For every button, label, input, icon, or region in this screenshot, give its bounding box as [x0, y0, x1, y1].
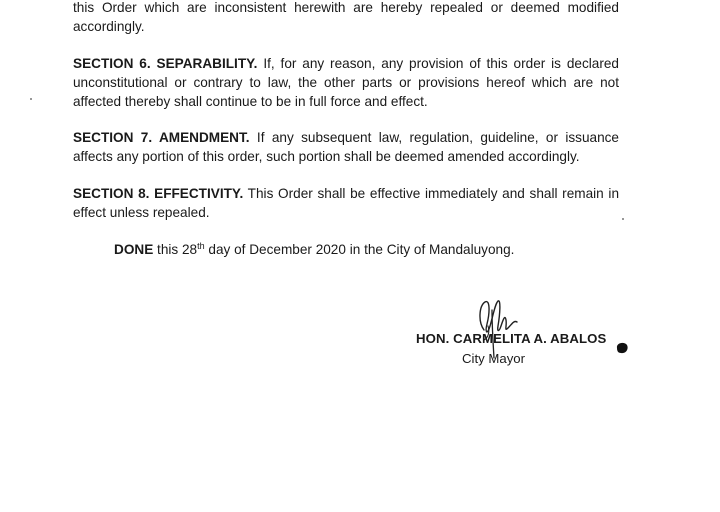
- section-7-heading: SECTION 7. AMENDMENT.: [73, 130, 250, 145]
- repeal-clause-continuation: [73, 0, 619, 36]
- done-clause: [114, 240, 514, 259]
- section-6-heading: SECTION 6. SEPARABILITY.: [73, 56, 258, 71]
- signatory-title: City Mayor: [462, 351, 526, 366]
- section-6-body: If, for any reason, any provision of this order is declared unconstitutional or contrary to law, the other parts or provisions hereof which are not affected thereby shall continue to be in full force and effect.: [73, 56, 619, 109]
- repeal-clause-text: this Order which are inconsistent herewith are hereby repealed or deemed modified accordingly.: [73, 0, 619, 34]
- section-7-amendment: [73, 128, 619, 166]
- done-label: DONE: [114, 242, 154, 257]
- section-7-body: If any subsequent law, regulation, guideline, or issuance affects any portion of this order, such portion shall be deemed amended accordingly.: [73, 130, 619, 164]
- done-pre-text: this 28: [153, 242, 198, 257]
- section-6-separability: [73, 54, 619, 111]
- ink-mark: [614, 340, 630, 356]
- section-8-effectivity: [73, 184, 619, 222]
- signatory-name: HON. CARMELITA A. ABALOS: [416, 331, 607, 346]
- done-ordinal-suffix: th: [197, 241, 205, 251]
- done-post-text: day of December 2020 in the City of Mandaluyong.: [204, 242, 515, 257]
- section-8-body: This Order shall be effective immediately and shall remain in effect unless repealed.: [73, 186, 619, 220]
- scan-speck: [30, 98, 32, 100]
- section-8-heading: SECTION 8. EFFECTIVITY.: [73, 186, 244, 201]
- scan-speck: [622, 218, 624, 220]
